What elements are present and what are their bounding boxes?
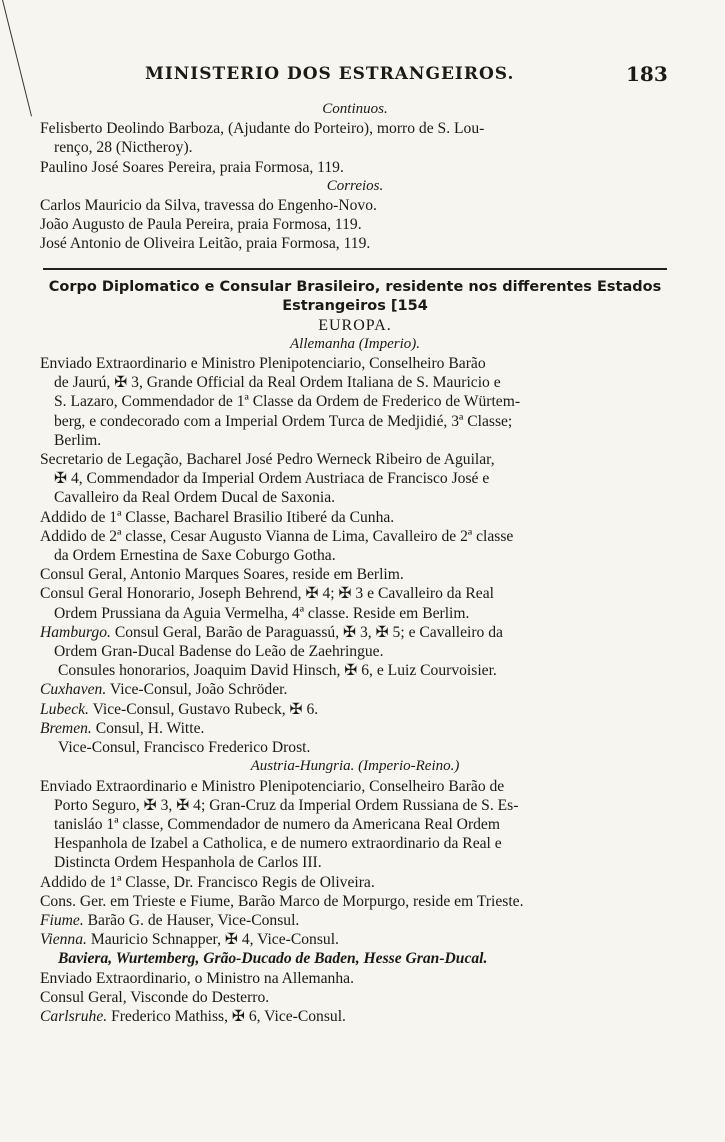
page-body — [40, 100, 670, 1026]
entry-text: Vice-Consul, Gustavo Rubeck, ✠ 6. — [92, 700, 319, 718]
corpo-title-line1: Corpo Diplomatico e Consular Brasileiro, residente nos differentes Estados — [48, 278, 662, 295]
place-name: Bremen. — [40, 719, 92, 737]
text-line: Consul Geral Honorario, Joseph Behrend, ✠ 4; ✠ 3 e Cavalleiro da Real — [40, 585, 494, 603]
text-line: Hespanhola de Izabel a Catholica, e de numero extraordinario da Real e — [54, 835, 502, 853]
text-line: Porto Seguro, ✠ 3, ✠ 4; Gran-Cruz da Imperial Ordem Russiana de S. Es- — [54, 796, 519, 814]
corpo-title-line2: Estrangeiros [154 — [282, 297, 428, 314]
entry-text: Mauricio Schnapper, ✠ 4, Vice-Consul. — [90, 931, 339, 949]
entry-text: Consul, H. Witte. — [95, 719, 205, 737]
text-line: João Augusto de Paula Pereira, praia Formosa, 119. — [40, 216, 362, 234]
text-line: Cons. Ger. em Trieste e Fiume, Barão Marco de Morpurgo, reside em Trieste. — [40, 892, 524, 910]
entry-text: Barão G. de Hauser, Vice-Consul. — [87, 911, 300, 929]
text-line: Enviado Extraordinario, o Ministro na Allemanha. — [40, 969, 354, 987]
margin-line — [2, 0, 32, 116]
place-name: Vienna. — [40, 931, 87, 949]
continent-heading: EUROPA. — [318, 316, 392, 334]
place-name: Cuxhaven. — [40, 681, 107, 699]
text-line — [40, 1007, 670, 1026]
text-line: Ordem Prussiana da Aguia Vermelha, 4ª classe. Reside em Berlim. — [54, 604, 470, 622]
text-line: Secretario de Legação, Bacharel José Pedro Werneck Ribeiro de Aguilar, — [40, 451, 495, 469]
text-line: da Ordem Ernestina de Saxe Coburgo Gotha. — [54, 547, 336, 565]
place-name: Fiume. — [40, 911, 84, 929]
page-header — [0, 62, 725, 92]
text-line — [40, 911, 670, 930]
text-line: Carlos Mauricio da Silva, travessa do Engenho-Novo. — [40, 197, 377, 215]
page-number: 183 — [626, 62, 668, 86]
text-line: Enviado Extraordinario e Ministro Plenipotenciario, Conselheiro Barão de — [40, 777, 505, 795]
text-line: Paulino José Soares Pereira, praia Formosa, 119. — [40, 158, 344, 176]
entry-text: Consul Geral, Barão de Paraguassú, ✠ 3, ✠ 5; e Cavalleiro da — [114, 623, 503, 641]
text-line: de Jaurú, ✠ 3, Grande Official da Real Ordem Italiana de S. Mauricio e — [54, 374, 501, 392]
text-line: Felisberto Deolindo Barboza, (Ajudante do Porteiro), morro de S. Lou- — [40, 120, 485, 138]
section-heading-allemanha: Allemanha (Imperio). — [290, 335, 420, 352]
entry-text: Vice-Consul, João Schröder. — [109, 681, 288, 699]
section-heading-austria: Austria-Hungria. (Imperio-Reino.) — [250, 758, 460, 775]
text-line — [40, 623, 670, 642]
text-line: Enviado Extraordinario e Ministro Plenipotenciario, Conselheiro Barão — [40, 355, 486, 373]
text-line: José Antonio de Oliveira Leitão, praia Formosa, 119. — [40, 235, 371, 253]
text-line: Addido de 1ª Classe, Bacharel Brasilio Itiberé da Cunha. — [40, 508, 395, 526]
text-line — [40, 700, 670, 719]
text-line: Distincta Ordem Hespanhola de Carlos III. — [54, 854, 322, 872]
place-name: Hamburgo. — [40, 623, 111, 641]
section-heading-continuos: Continuos. — [322, 101, 388, 117]
text-line: S. Lazaro, Commendador de 1ª Classe da Ordem de Frederico de Würtem- — [54, 393, 521, 411]
text-line: Cavalleiro da Real Ordem Ducal de Saxonia. — [54, 489, 336, 507]
text-line: Ordem Gran-Ducal Badense do Leão de Zaehringue. — [54, 643, 384, 661]
text-line: ✠ 4, Commendador da Imperial Ordem Austriaca de Francisco José e — [54, 470, 490, 488]
place-name: Carlsruhe. — [40, 1007, 108, 1025]
text-line — [40, 719, 670, 738]
text-line: renço, 28 (Nictheroy). — [54, 139, 193, 157]
section-divider — [43, 268, 667, 270]
running-title: MINISTERIO DOS ESTRANGEIROS. — [145, 64, 515, 84]
text-line — [40, 680, 670, 699]
text-line — [40, 930, 670, 949]
text-line: Vice-Consul, Francisco Frederico Drost. — [58, 739, 311, 757]
text-line: berg, e condecorado com a Imperial Ordem Turca de Medjidié, 3ª Classe; — [54, 412, 513, 430]
text-line: Addido de 1ª Classe, Dr. Francisco Regis de Oliveira. — [40, 873, 375, 891]
text-line: Berlim. — [54, 431, 102, 449]
text-line: tanisláo 1ª classe, Commendador de numero da Americana Real Ordem — [54, 815, 500, 833]
section-heading-correios: Correios. — [326, 177, 384, 194]
text-line: Consules honorarios, Joaquim David Hinsch, ✠ 6, e Luiz Courvoisier. — [58, 662, 497, 680]
text-line: Consul Geral, Antonio Marques Soares, reside em Berlim. — [40, 566, 404, 584]
text-line: Consul Geral, Visconde do Desterro. — [40, 988, 270, 1006]
entry-text: Frederico Mathiss, ✠ 6, Vice-Consul. — [111, 1007, 346, 1025]
section-heading-baviera: Baviera, Wurtemberg, Grão-Ducado de Baden, Hesse Gran-Ducal. — [58, 950, 488, 968]
text-line: Addido de 2ª classe, Cesar Augusto Vianna de Lima, Cavalleiro de 2ª classe — [40, 527, 514, 545]
place-name: Lubeck. — [40, 700, 89, 718]
